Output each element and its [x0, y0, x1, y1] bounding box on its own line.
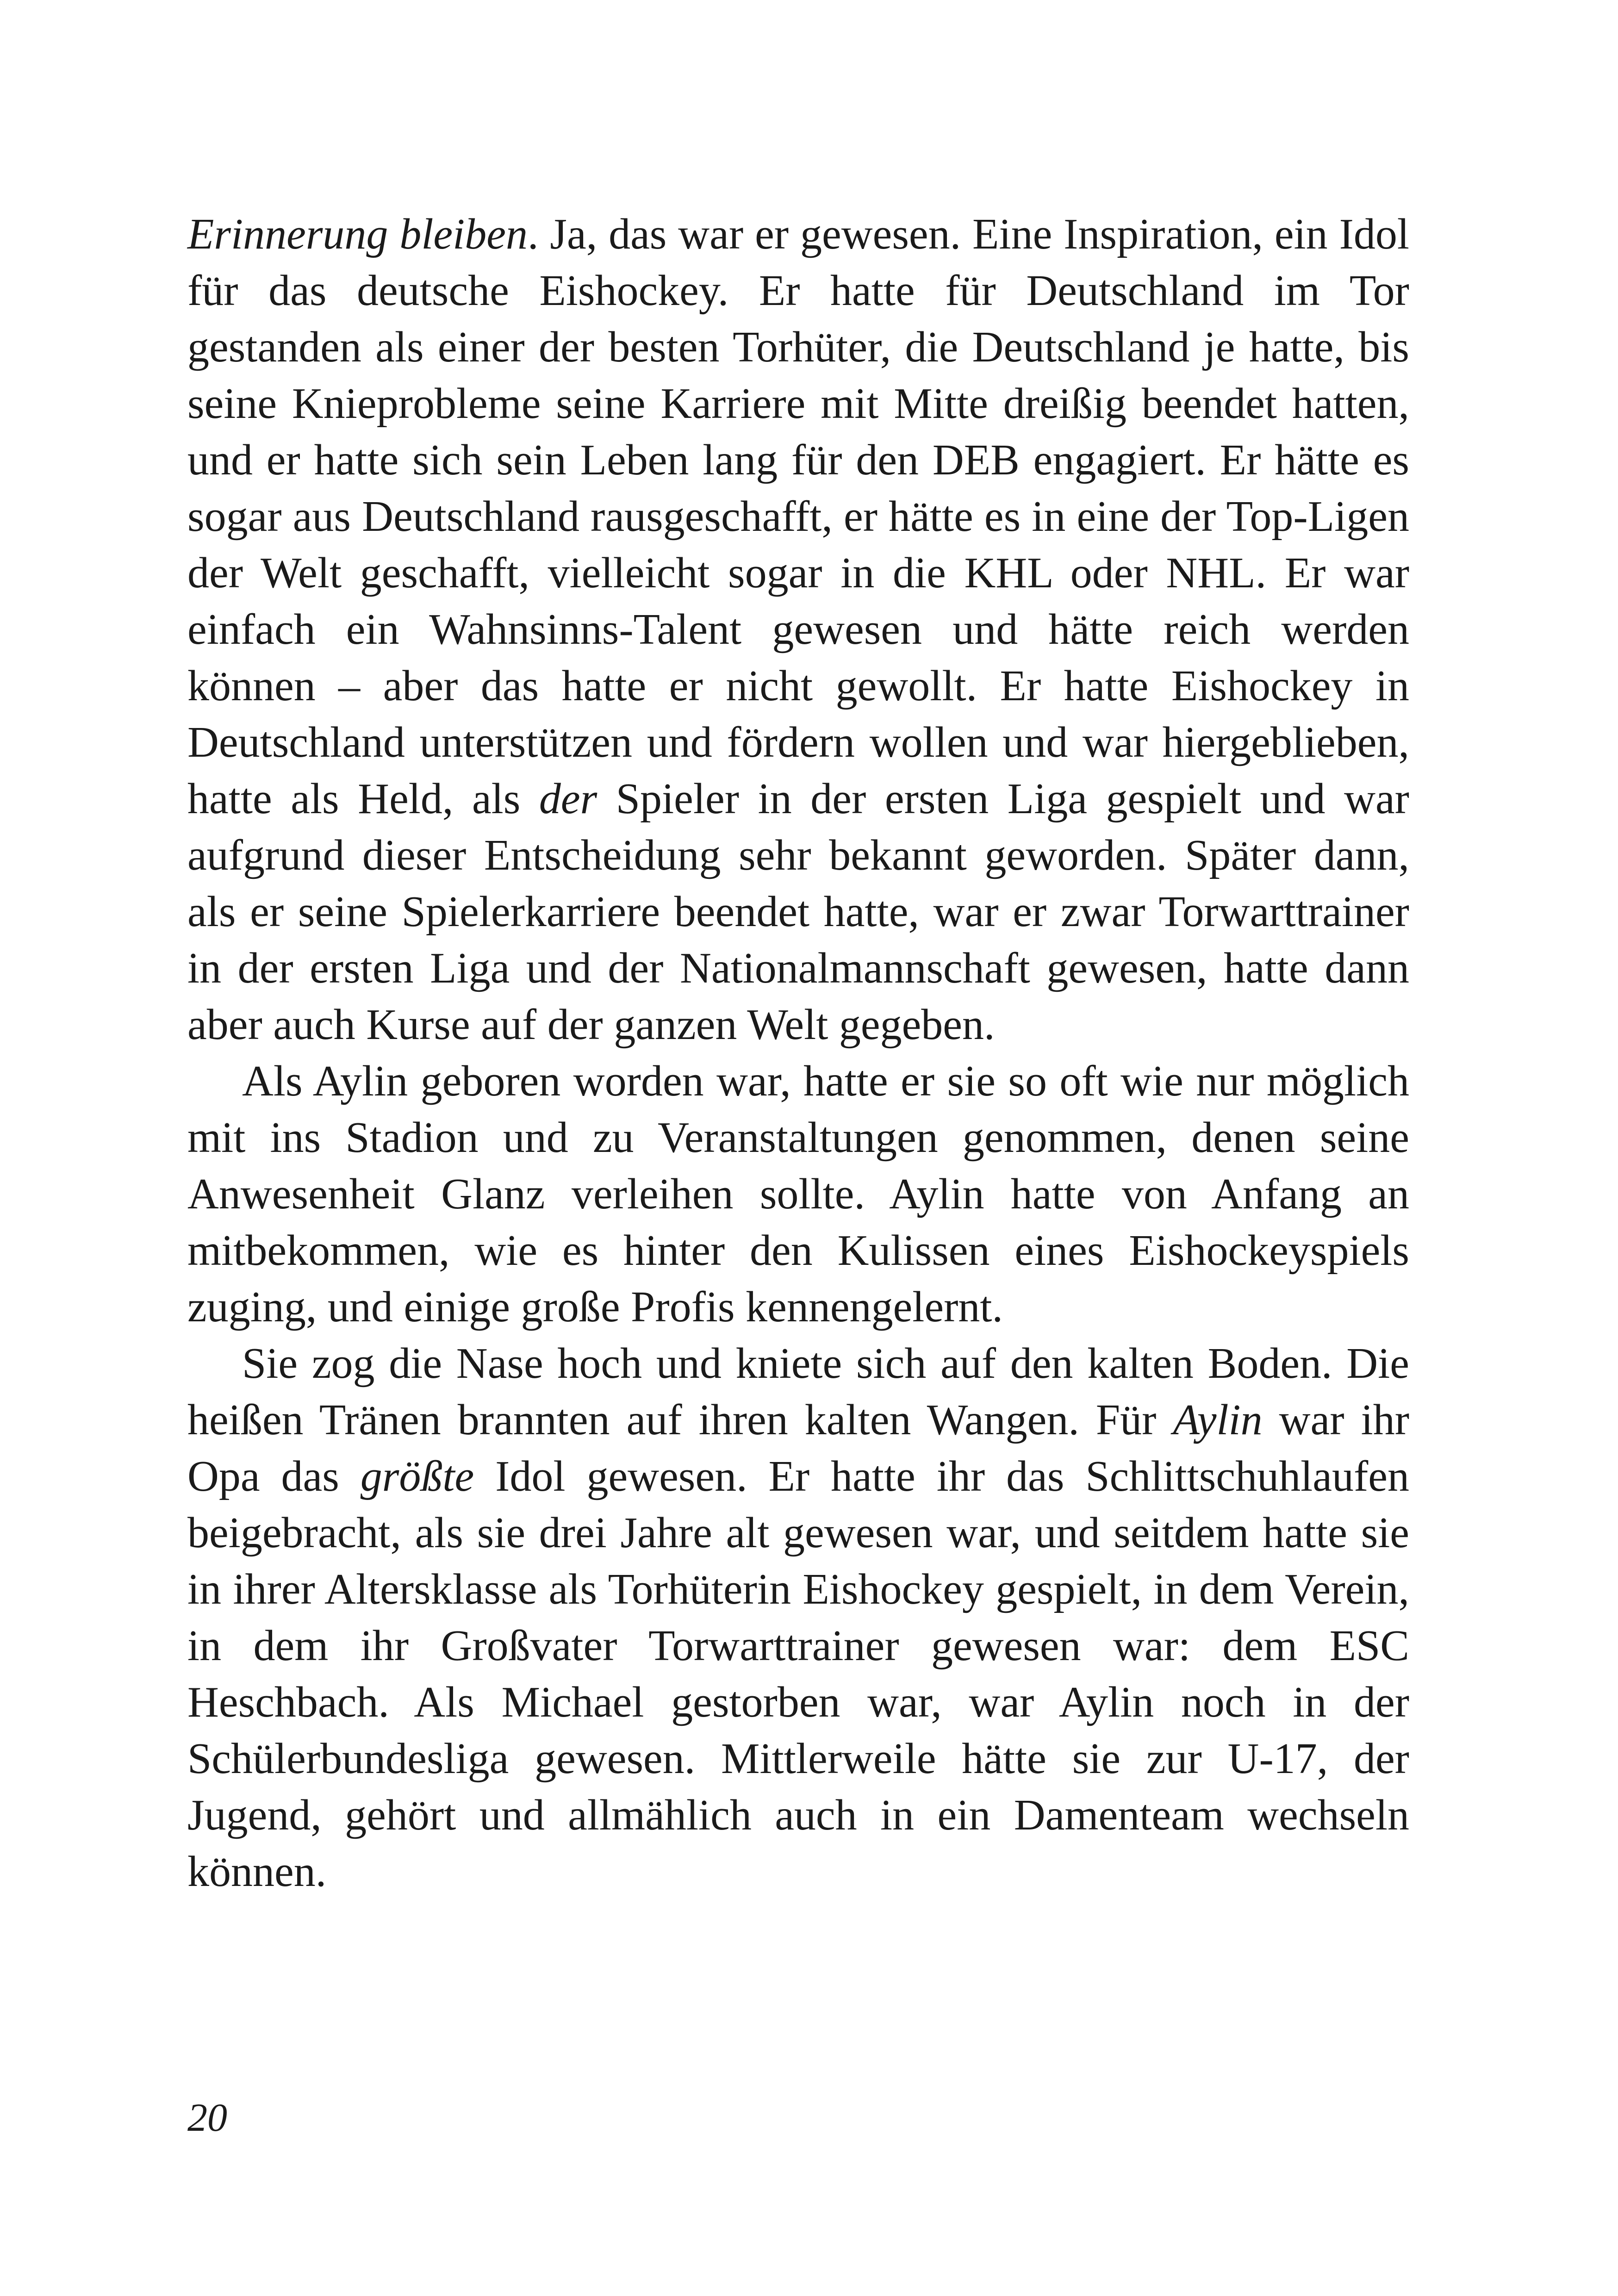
body-text: [187, 206, 1409, 1900]
paragraph-3: [187, 1335, 1409, 1900]
text-span-italic: der: [539, 775, 597, 823]
paragraph-2: [187, 1053, 1409, 1335]
text-span: Als Aylin geboren worden war, hatte er sie so oft wie nur möglich mit ins Stadion und zu Veranstaltungen genommen, denen seine Anwesenheit Glanz verleihen sollte. Aylin hatte von Anfang an mitbekommen, wie es hinter den Kulissen eines Eishockeyspiels zuging, und einige große Profis kennengelernt.: [187, 1057, 1409, 1331]
text-span: Sie zog die Nase hoch und kniete sich auf den kalten Boden. Die heißen Tränen brannten auf ihren kalten Wangen. Für: [187, 1339, 1409, 1444]
text-span-italic: Erinnerung bleiben: [187, 210, 528, 258]
text-span: Spieler in der ersten Liga gespielt und war aufgrund dieser Entscheidung sehr bekannt geworden. Später dann, als er seine Spielerkarriere beendet hatte, war er zwar Torwarttrainer in der ersten Liga und der Nationalmannschaft gewesen, hatte dann aber auch Kurse auf der ganzen Welt gegeben.: [187, 775, 1409, 1049]
text-span-italic: größte: [360, 1452, 474, 1500]
text-span: war ihr Opa das: [187, 1396, 1410, 1500]
text-span-italic: Aylin: [1173, 1396, 1263, 1444]
paragraph-1: [187, 206, 1409, 1053]
page-number: 20: [187, 2095, 227, 2140]
text-span: . Ja, das war er gewesen. Eine Inspiration, ein Idol für das deutsche Eishockey. Er hatte für Deutschland im Tor gestanden als einer der besten Torhüter, die Deutschland je hatte, bis seine Knieprobleme seine Karriere mit Mitte dreißig beendet hatten, und er hatte sich sein Leben lang für den DEB engagiert. Er hätte es sogar aus Deutschland rausgeschafft, er hätte es in eine der Top-Ligen der Welt geschafft, vielleicht sogar in die KHL oder NHL. Er war einfach ein Wahnsinns-Talent gewesen und hätte reich werden können – aber das hatte er nicht gewollt. Er hatte Eishockey in Deutschland unterstützen und fördern wollen und war hiergeblieben, hatte als Held, als: [187, 210, 1409, 823]
text-span: Idol gewesen. Er hatte ihr das Schlittschuhlaufen beigebracht, als sie drei Jahre alt gewesen war, und seitdem hatte sie in ihrer Altersklasse als Torhüterin Eishockey gespielt, in dem Verein, in dem ihr Großvater Torwarttrainer gewesen war: dem ESC Heschbach. Als Michael gestorben war, war Aylin noch in der Schülerbundesliga gewesen. Mittlerweile hätte sie zur U-17, der Jugend, gehört und allmählich auch in ein Damenteam wechseln können.: [187, 1452, 1409, 1896]
